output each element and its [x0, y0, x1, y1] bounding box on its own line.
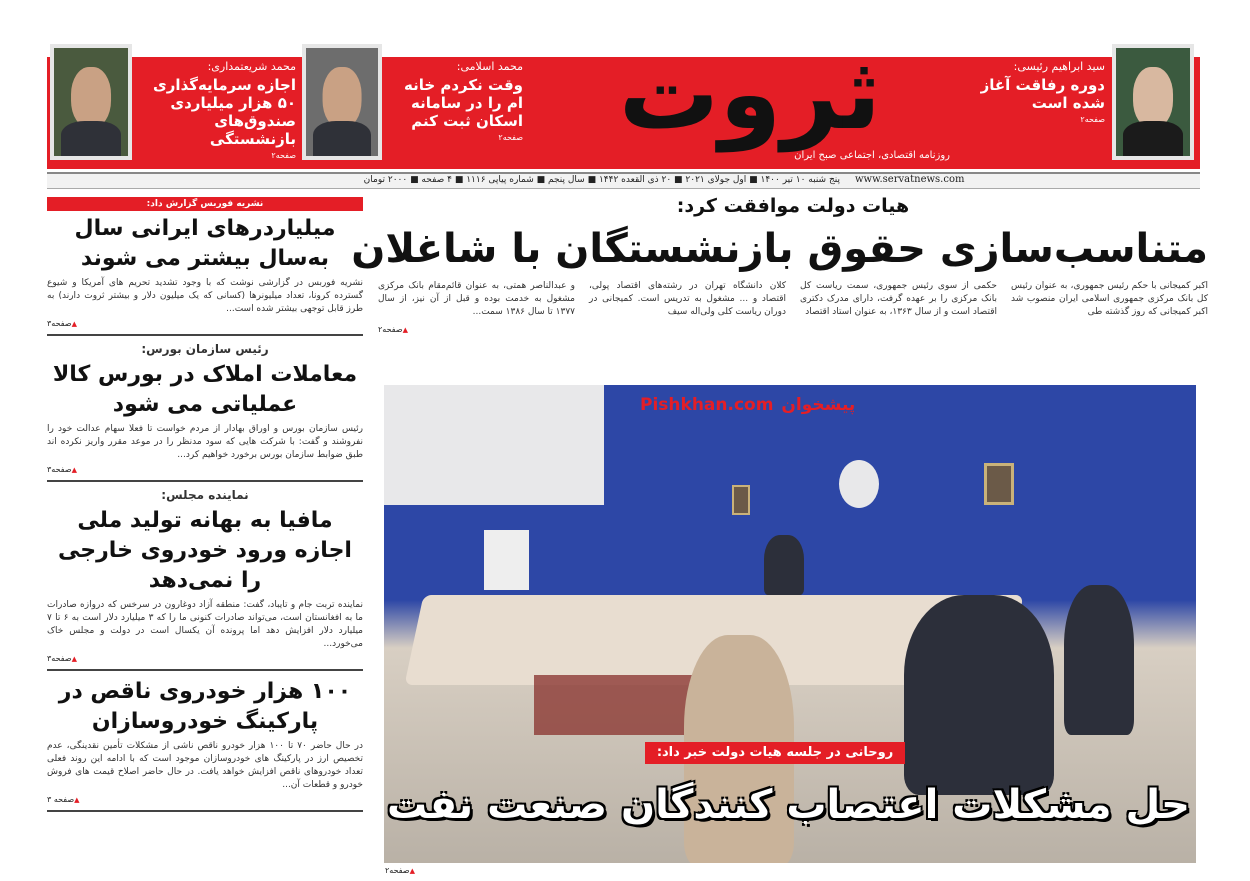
teaser-byline: محمد اسلامی: — [456, 60, 523, 73]
sidebar-kicker: رئیس سازمان بورس: — [141, 342, 269, 356]
sidebar-story — [47, 677, 363, 812]
tagline: روزنامه اقتصادی، اجتماعی صبح ایران — [794, 150, 950, 161]
teaser-shariatmadari — [138, 60, 296, 161]
lead-column: و عبدالناصر همتی، به عنوان قائم‌مقام بانک مرکزی مشغول به خدمت بوده و قبل از آن نیز، از سال ۱۳۷۷ تا سال ۱۳۸۶ سمت... — [378, 281, 575, 317]
person — [904, 595, 1054, 795]
sidebar-kicker: نماینده مجلس: — [161, 488, 249, 502]
photo-kicker: روحانی در جلسه هیات دولت خبر داد: — [645, 742, 905, 764]
eslami-photo — [302, 44, 382, 160]
raisi-photo — [1112, 44, 1194, 160]
sidebar-headline[interactable]: میلیاردرهای ایرانی سال به‌سال بیشتر می شوند — [74, 216, 336, 271]
teaser-eslami — [388, 60, 523, 143]
shariatmadari-photo — [50, 44, 132, 160]
teaser-byline: سید ابراهیم رئیسی: — [1013, 60, 1105, 73]
sidebar-body: نشریه فوربس در گزارشی نوشت که با وجود تشدید تحریم های آمریکا و شیوع گسترده کرونا، تعداد میلیونرها (کسانی که یک میلیون دلار و بیشتر ثروت دارند) به طرز قابل توجهی بیشتر شده است... — [47, 278, 363, 314]
sidebar — [47, 197, 363, 812]
sidebar-story — [47, 342, 363, 482]
sidebar-page[interactable]: ▲ صفحه۳ — [47, 319, 363, 329]
site-url[interactable]: www.servatnews.com — [855, 174, 965, 185]
watermark — [640, 395, 855, 415]
person — [764, 535, 804, 595]
logo-text: ثروت — [618, 35, 882, 152]
sidebar-body: رئیس سازمان بورس و اوراق بهادار از مردم خواست تا فعلا سهام عدالت خود را نفروشند و گفت: با شرکت هایی که سود مدنظر را در موعد مقرر واریز نکرده اند طبق ضوابط سازمان بورس برخورد خواهیم کرد... — [47, 424, 363, 460]
lead-page[interactable]: ▲ صفحه۲ — [378, 325, 1208, 335]
lead-column: اکبر کمیجانی با حکم رئیس جمهوری، به عنوان رئیس کل بانک مرکزی جمهوری اسلامی ایران منصوب شد اکبر کمیجانی که روز گذشته طی — [1011, 281, 1208, 317]
teaser-page[interactable]: صفحه۲ — [498, 133, 523, 142]
sidebar-story — [47, 197, 363, 336]
sidebar-body: در حال حاضر ۷۰ تا ۱۰۰ هزار خودرو ناقص ناشی از مشکلات تأمین نقدینگی، عدم تخصیص ارز در پارکینگ های خودروسازان موجود است که با ادامه این روند فعلی تعداد خودروهای ناقص افزایش خواهد یافت. در حال حاضر اصلاح قیمت های فروش خودرو و قطعات آن... — [47, 741, 363, 790]
teaser-page[interactable]: صفحه۲ — [271, 151, 296, 160]
watermark-fa: پیشخوان — [781, 395, 856, 415]
person — [1064, 585, 1134, 735]
sidebar-body: نماینده تربت جام و تایباد، گفت: منطقه آزاد دوغارون در سرخس که دروازه صادرات ما به افغانستان است، می‌تواند صادرات کنونی ما را که ۳ میلیارد دلار است به ۶ تا ۷ میلیارد دلار افزایش دهد اما پرونده آن یکسال است در دولت و مجلس خاک می‌خورد... — [47, 600, 364, 649]
teaser-byline: محمد شریعتمداری: — [207, 60, 296, 73]
arched-window — [384, 385, 604, 505]
sidebar-story — [47, 488, 363, 671]
teaser-headline[interactable]: دوره رفاقت آغاز شده است — [980, 76, 1105, 112]
teaser-page[interactable]: صفحه۲ — [1080, 115, 1105, 124]
sidebar-headline[interactable]: معاملات املاک در بورس کالا عملیاتی می شود — [52, 362, 358, 417]
sidebar-page[interactable]: ▲ صفحه ۳ — [47, 795, 363, 805]
lead-body — [378, 280, 1208, 319]
teaser-headline[interactable]: اجازه سرمایه‌گذاری ۵۰ هزار میلیاردی صندوق‌های بازنشستگی — [153, 76, 296, 148]
sidebar-headline[interactable]: مافیا به بهانه تولید ملی اجازه ورود خودروی خارجی را نمی‌دهد — [58, 508, 352, 593]
sidebar-page[interactable]: ▲ صفحه۳ — [47, 654, 363, 664]
emblem — [839, 460, 879, 508]
sidebar-kicker: نشریه فوربس گزارش داد: — [47, 197, 363, 211]
portrait-frame — [732, 485, 750, 515]
issue-info: پنج شنبه ۱۰ تیر ۱۴۰۰ ■ اول جولای ۲۰۲۱ ■ ۲۰ ذی القعده ۱۴۴۲ ■ سال پنجم ■ شماره پیاپی ۱۱۱۶ ■ ۴ صفحه ■ ۲۰۰۰ تومان — [363, 175, 840, 185]
lead-headline[interactable]: متناسب‌سازی حقوق بازنشستگان با شاغلان — [351, 226, 1208, 272]
portrait-frame — [984, 463, 1014, 505]
teaser-headline[interactable]: وقت نکردم خانه ام را در سامانه اسکان ثبت کنم — [403, 76, 523, 130]
lead-kicker: هیات دولت موافقت کرد: — [676, 195, 910, 217]
teaser-raisi — [975, 60, 1105, 125]
lead-column: حکمی از سوی رئیس جمهوری، سمت ریاست کل بانک مرکزی را بر عهده گرفت، دارای مدرک دکتری اقتصاد است و از سال ۱۳۶۳، به عنوان استاد اقتصاد — [800, 281, 997, 317]
air-conditioner — [484, 530, 529, 590]
lead-column: کلان دانشگاه تهران در رشته‌های اقتصاد پولی، اقتصاد و ... مشغول به تدریس است. کمیجانی در دوران ریاست کلی ولی‌اله سیف — [589, 281, 786, 317]
watermark-en: Pishkhan.com — [640, 395, 774, 415]
sidebar-page[interactable]: ▲ صفحه۳ — [47, 465, 363, 475]
lead-story — [351, 194, 1208, 382]
sidebar-headline[interactable]: ۱۰۰ هزار خودروی ناقص در پارکینگ خودروسازان — [58, 679, 352, 734]
photo-headline[interactable]: حل مشکلات اعتصاب کنندگان صنعت نفت — [387, 782, 1190, 828]
photo-page[interactable]: ▲ صفحه۲ — [385, 866, 415, 876]
